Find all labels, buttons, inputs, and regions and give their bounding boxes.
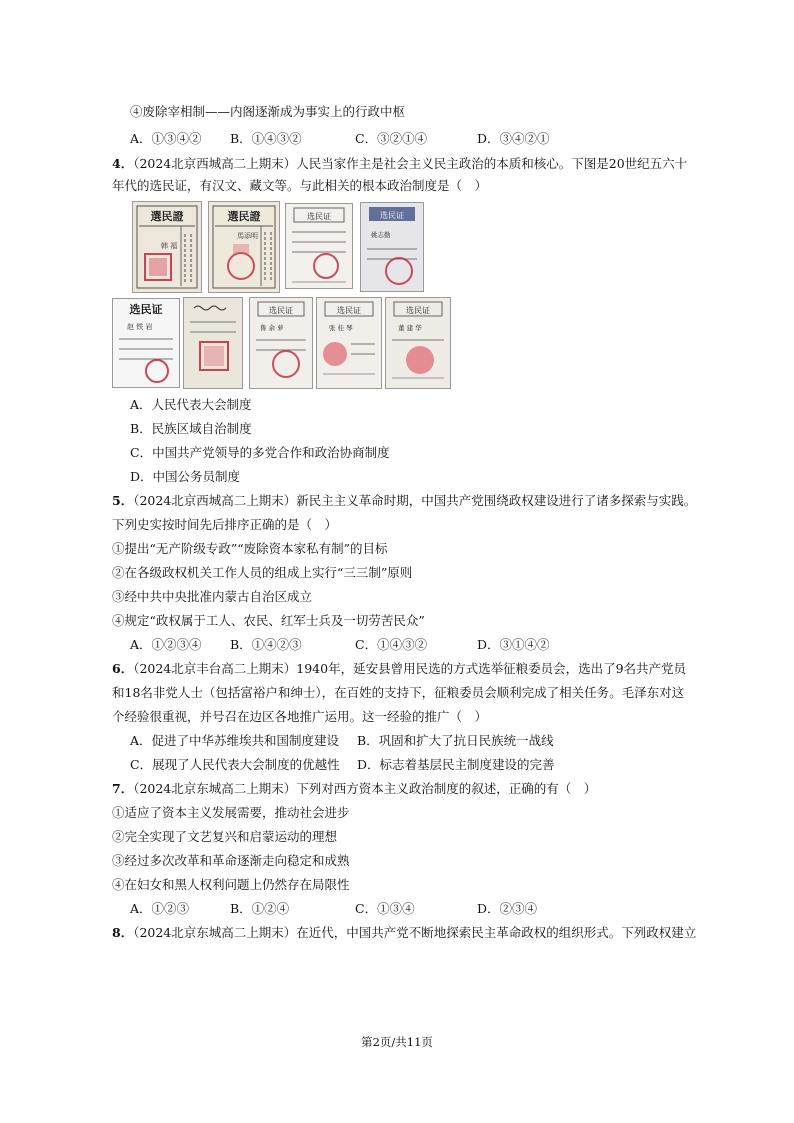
page-footer: 第2页/共11页 xyxy=(361,1035,433,1049)
q5-item-4: ④规定“政权属于工人、农民、红军士兵及一切劳苦民众” xyxy=(112,613,425,628)
q7-item-2: ②完全实现了文艺复兴和启蒙运动的理想 xyxy=(112,829,338,844)
q6-text2: 和18名非党人士（包括富裕户和绅士），在百姓的支持下，征粮委员会顺利完成了相关任务。毛泽东对这 xyxy=(112,685,685,700)
voter-card-1-title: 選民證 xyxy=(150,210,184,223)
voter-card-2-name: 馬添明 xyxy=(237,232,258,240)
option-b: B．①④③② xyxy=(230,131,302,146)
voter-card-7-title: 选民证 xyxy=(269,306,293,315)
statement-4: ④废除宰相制——内阁逐渐成为事实上的行政中枢 xyxy=(130,104,406,119)
voter-card-4 xyxy=(360,202,424,292)
q4-text2: 年代的选民证，有汉文、藏文等。与此相关的根本政治制度是（ ） xyxy=(112,178,488,193)
option-c: C．③②①④ xyxy=(355,131,428,146)
q4-option-c: C．中国共产党领导的多党合作和政治协商制度 xyxy=(130,445,390,460)
option-d: D．③④②① xyxy=(477,131,550,146)
voter-card-3 xyxy=(285,203,353,289)
voter-card-7-name: 鲁 余 萝 xyxy=(260,324,284,332)
option-c: C．①③④ xyxy=(355,901,415,916)
q8-line1 xyxy=(112,925,696,941)
voter-card-2 xyxy=(208,201,280,293)
option-a: A．①②③ xyxy=(130,901,190,916)
voter-card-9 xyxy=(385,297,451,389)
q8-number: 8． xyxy=(112,925,134,940)
q6-option-b: B．巩固和扩大了抗日民族统一战线 xyxy=(357,733,554,748)
q7-item-4: ④在妇女和黑人权利问题上仍然存在局限性 xyxy=(112,877,350,892)
q7-item-3: ③经过多次改革和革命逐渐走向稳定和成熟 xyxy=(112,853,350,868)
q5-text1: （2024北京西城高二上期末）新民主主义革命时期，中国共产党围绕政权建设进行了诸多探索与实践。 xyxy=(133,493,697,508)
q7-item-1: ①适应了资本主义发展需要，推动社会进步 xyxy=(112,805,350,820)
q5-item-1: ①提出“无产阶级专政”“废除资本家私有制”的目标 xyxy=(112,541,388,556)
option-c: C．①④③② xyxy=(355,637,428,652)
voter-card-5-title: 选民证 xyxy=(129,303,163,316)
q4-number: 4． xyxy=(112,156,134,171)
q4-option-d: D．中国公务员制度 xyxy=(130,469,241,484)
voter-card-1-name: 韩 福 xyxy=(161,242,178,250)
voter-card-1 xyxy=(132,201,202,293)
q5-item-2: ②在各级政权机关工作人员的组成上实行“三三制”原则 xyxy=(112,565,413,580)
q6-text3: 个经验很重视，并号召在边区各地推广运用。这一经验的推广（ ） xyxy=(112,709,488,724)
q6-option-c: C．展现了人民代表大会制度的优越性 xyxy=(130,757,340,772)
voter-card-8 xyxy=(316,297,382,389)
q7-number: 7． xyxy=(112,781,134,796)
voter-card-4-title: 选民证 xyxy=(380,211,404,220)
q4-option-a: A．人民代表大会制度 xyxy=(130,397,252,412)
q4-text1: （2024北京西城高二上期末）人民当家作主是社会主义民主政治的本质和核心。下图是20世纪五六十 xyxy=(133,156,688,171)
option-a: A．①②③④ xyxy=(130,637,202,652)
q6-text1: （2024北京丰台高二上期末）1940年，延安县曾用民选的方式选举征粮委员会，选出了9名共产党员 xyxy=(133,661,687,676)
q5-item-3: ③经中共中央批准内蒙古自治区成立 xyxy=(112,589,313,604)
q6-option-a: A．促进了中华苏维埃共和国制度建设 xyxy=(130,733,340,748)
voter-card-8-title: 选民证 xyxy=(337,306,361,315)
q4-line1 xyxy=(112,156,687,172)
voter-card-9-title: 选民证 xyxy=(406,306,430,315)
voter-card-7 xyxy=(249,297,313,389)
q6-number: 6． xyxy=(112,661,134,676)
q5-text2: 下列史实按时间先后排序正确的是（ ） xyxy=(112,517,338,532)
q5-line1 xyxy=(112,493,696,509)
q6-option-d: D．标志着基层民主制度建设的完善 xyxy=(357,757,555,772)
option-d: D．③①④② xyxy=(477,637,550,652)
voter-card-8-name: 张 桂 琴 xyxy=(329,324,353,332)
q5-number: 5． xyxy=(112,493,134,508)
q7-text1: （2024北京东城高二上期末）下列对西方资本主义政治制度的叙述，正确的有（ ） xyxy=(133,781,597,796)
option-b: B．①④②③ xyxy=(230,637,302,652)
voter-card-6 xyxy=(183,297,243,389)
voter-card-4-name: 姚志勤 xyxy=(371,231,391,239)
q8-text1: （2024北京东城高二上期末）在近代，中国共产党不断地探索民主革命政权的组织形式。下列政权建立 xyxy=(133,925,697,940)
option-a: A．①③④② xyxy=(130,131,202,146)
q6-line1 xyxy=(112,661,686,677)
voter-card-2-title: 選民證 xyxy=(227,210,261,223)
option-d: D．②③④ xyxy=(477,901,538,916)
voter-card-5-name: 赵 铁 岩 xyxy=(127,323,153,331)
voter-card-9-name: 董 建 华 xyxy=(398,324,422,332)
voter-card-3-title: 选民证 xyxy=(307,212,331,221)
voter-card-5 xyxy=(112,298,180,388)
q7-line1 xyxy=(112,781,596,797)
option-b: B．①②④ xyxy=(230,901,290,916)
q4-option-b: B．民族区域自治制度 xyxy=(130,421,252,436)
